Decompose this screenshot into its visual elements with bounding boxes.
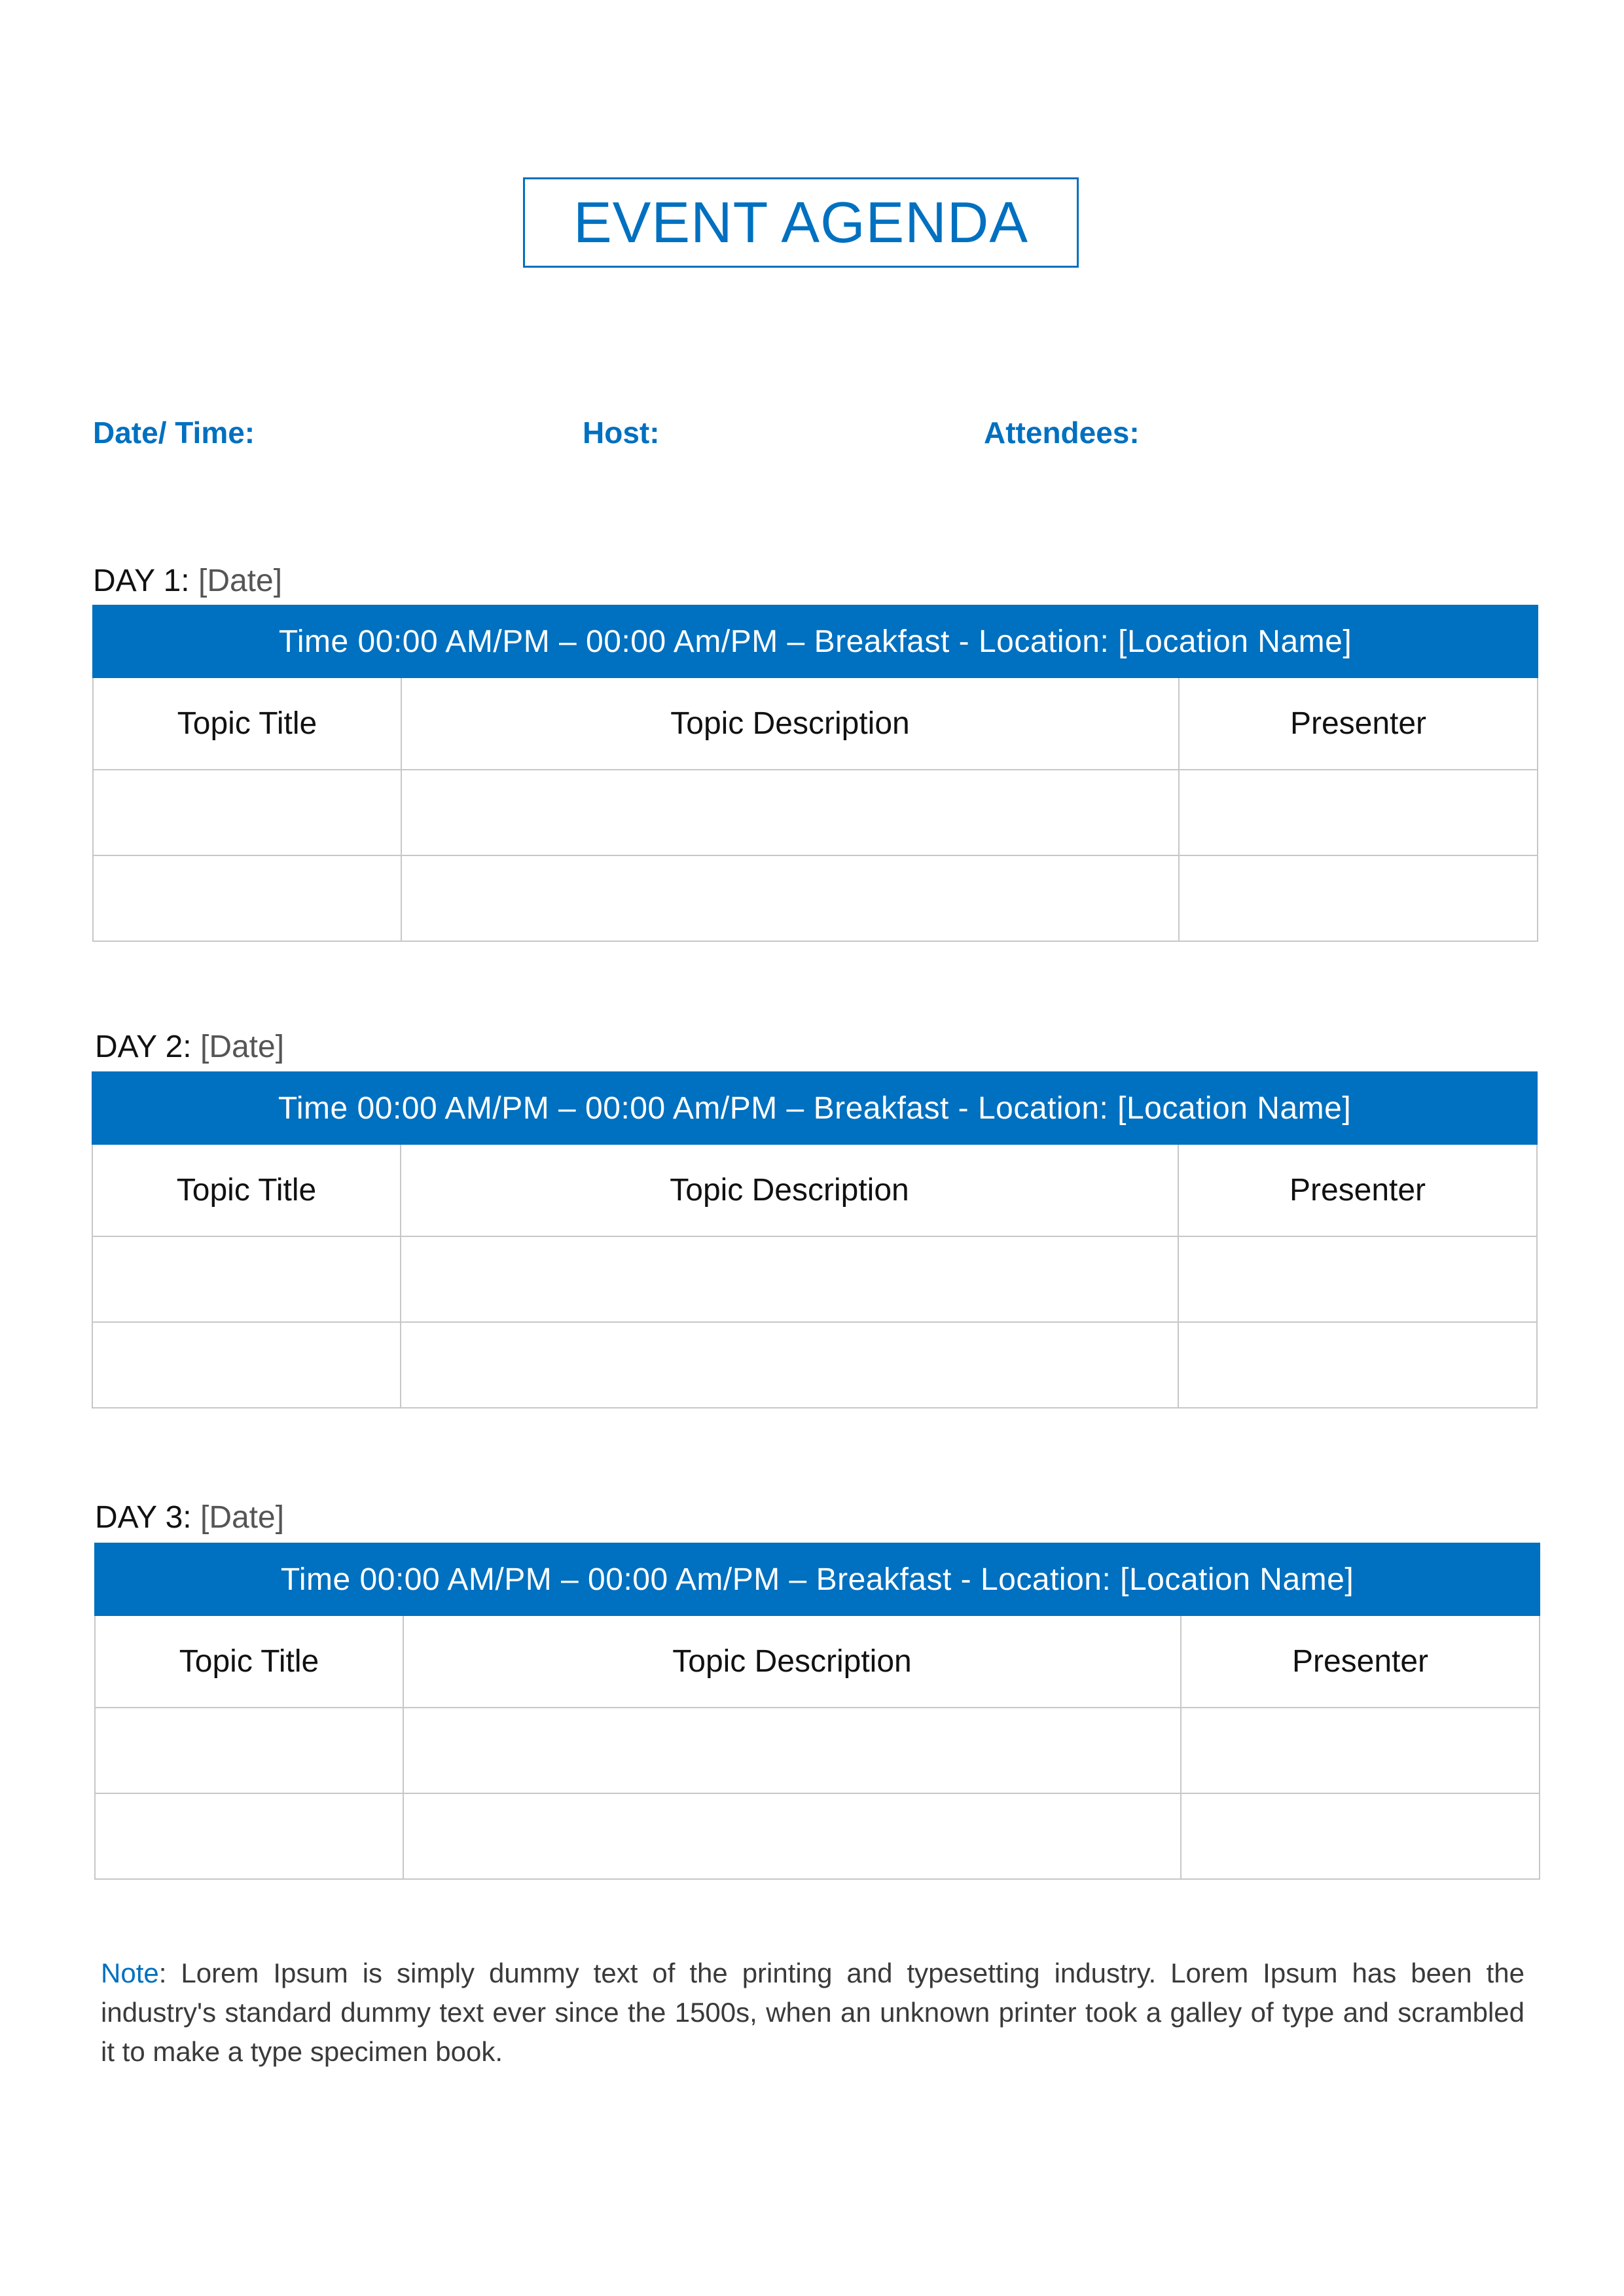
topic-title-header: Topic Title <box>93 677 401 770</box>
table-row <box>93 770 1538 855</box>
page-title: EVENT AGENDA <box>573 190 1029 255</box>
topic-description-cell[interactable] <box>403 1793 1181 1879</box>
presenter-cell[interactable] <box>1179 770 1538 855</box>
presenter-cell[interactable] <box>1178 1236 1537 1322</box>
topic-description-cell[interactable] <box>401 770 1179 855</box>
day-2-session-header: Time 00:00 AM/PM – 00:00 Am/PM – Breakfast - Location: [Location Name] <box>92 1072 1537 1144</box>
topic-title-cell[interactable] <box>95 1708 403 1793</box>
presenter-header: Presenter <box>1181 1615 1540 1708</box>
topic-title-header: Topic Title <box>95 1615 403 1708</box>
topic-description-cell[interactable] <box>403 1708 1181 1793</box>
table-row <box>92 1322 1537 1408</box>
day-1-date: [Date] <box>198 564 283 598</box>
table-row <box>95 1708 1540 1793</box>
topic-title-cell[interactable] <box>93 770 401 855</box>
topic-description-cell[interactable] <box>401 855 1179 941</box>
topic-description-header: Topic Description <box>403 1615 1181 1708</box>
presenter-cell[interactable] <box>1181 1793 1540 1879</box>
presenter-cell[interactable] <box>1178 1322 1537 1408</box>
day-2-date: [Date] <box>200 1030 285 1064</box>
day-3-date: [Date] <box>200 1500 285 1535</box>
day-3-session-header: Time 00:00 AM/PM – 00:00 Am/PM – Breakfast - Location: [Location Name] <box>95 1543 1540 1615</box>
topic-description-cell[interactable] <box>401 1236 1178 1322</box>
topic-description-header: Topic Description <box>401 1144 1178 1236</box>
day-1-prefix: DAY 1: <box>93 564 190 598</box>
topic-title-cell[interactable] <box>92 1236 401 1322</box>
day-3-label <box>95 1498 284 1537</box>
host-label: Host: <box>583 416 660 450</box>
day-1-label <box>93 562 282 601</box>
topic-title-cell[interactable] <box>92 1322 401 1408</box>
date-time-label: Date/ Time: <box>93 416 255 450</box>
topic-title-cell[interactable] <box>95 1793 403 1879</box>
presenter-header: Presenter <box>1178 1144 1537 1236</box>
day-3-prefix: DAY 3: <box>95 1500 192 1535</box>
table-row <box>93 855 1538 941</box>
topic-title-cell[interactable] <box>93 855 401 941</box>
presenter-cell[interactable] <box>1181 1708 1540 1793</box>
presenter-header: Presenter <box>1179 677 1538 770</box>
note-label: Note <box>101 1958 159 1988</box>
day-2-label <box>95 1028 284 1067</box>
table-row <box>92 1236 1537 1322</box>
title-box <box>523 177 1079 268</box>
presenter-cell[interactable] <box>1179 855 1538 941</box>
table-row <box>95 1793 1540 1879</box>
day-3-table <box>94 1543 1540 1880</box>
day-1-table <box>92 605 1538 942</box>
topic-title-header: Topic Title <box>92 1144 401 1236</box>
day-2-table <box>92 1071 1538 1408</box>
topic-description-cell[interactable] <box>401 1322 1178 1408</box>
day-2-prefix: DAY 2: <box>95 1030 192 1064</box>
note-paragraph <box>101 1954 1525 2072</box>
note-text: : Lorem Ipsum is simply dummy text of the printing and typesetting industry. Lorem Ipsum has been the industry's standard dummy text ever since the 1500s, when an unknown printer took a galley of type and scrambled it to make a type specimen book. <box>101 1958 1525 2067</box>
topic-description-header: Topic Description <box>401 677 1179 770</box>
attendees-label: Attendees: <box>984 416 1140 450</box>
day-1-session-header: Time 00:00 AM/PM – 00:00 Am/PM – Breakfast - Location: [Location Name] <box>93 605 1538 677</box>
